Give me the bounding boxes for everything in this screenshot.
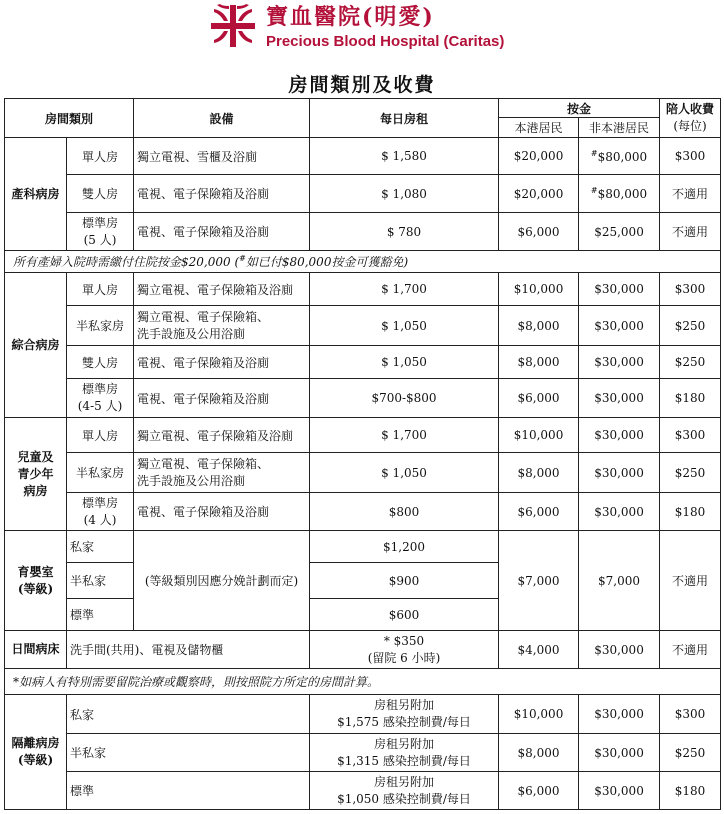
room-type: 單人房 xyxy=(67,138,134,175)
hospital-name-zh: 寶血醫院(明愛) xyxy=(266,4,435,30)
daily-rate: 房租另附加 $1,315 感染控制費/每日 xyxy=(310,734,499,772)
daily-rate: $900 xyxy=(310,563,499,599)
daily-rate: $ 1,700 xyxy=(310,273,499,306)
deposit-non-hk: $30,000 xyxy=(579,734,660,772)
room-type: 半私家 xyxy=(67,563,134,599)
table-row xyxy=(5,273,721,306)
facilities: 電視、電子保險箱及浴廁 xyxy=(134,175,310,213)
companion-fee: $300 xyxy=(660,418,721,453)
deposit-hk: $8,000 xyxy=(499,453,579,493)
col-deposit: 按金 xyxy=(499,99,660,118)
room-type: 標準 xyxy=(67,772,310,810)
deposit-hk: $20,000 xyxy=(499,175,579,213)
table-row xyxy=(5,772,721,810)
col-daily-rate: 每日房租 xyxy=(310,99,499,138)
daily-rate: * $350 (留院 6 小時) xyxy=(310,631,499,669)
deposit-non-hk: $30,000 xyxy=(579,772,660,810)
deposit-hk: $6,000 xyxy=(499,379,579,418)
room-type: 半私家房 xyxy=(67,306,134,346)
facilities: 電視、電子保險箱及浴廁 xyxy=(134,213,310,251)
page-header xyxy=(0,0,724,64)
table-row xyxy=(5,418,721,453)
companion-fee: $250 xyxy=(660,453,721,493)
col-companion-fee: 陪人收費 (每位) xyxy=(660,99,721,138)
deposit-non-hk: $30,000 xyxy=(579,418,660,453)
room-type: 雙人房 xyxy=(67,175,134,213)
companion-fee: 不適用 xyxy=(660,531,721,631)
deposit-hk: $8,000 xyxy=(499,734,579,772)
companion-fee: $250 xyxy=(660,306,721,346)
daily-rate: $ 1,080 xyxy=(310,175,499,213)
maternity-note: 所有產婦入院時需繳付住院按金$20,000 (#如已付$80,000按金可獲豁免) xyxy=(5,251,721,273)
deposit-non-hk: $30,000 xyxy=(579,346,660,379)
companion-fee: 不適用 xyxy=(660,631,721,669)
daily-rate: $800 xyxy=(310,493,499,531)
table-row xyxy=(5,453,721,493)
deposit-non-hk: $30,000 xyxy=(579,306,660,346)
daily-rate: $600 xyxy=(310,599,499,631)
page-title: 房間類別及收費 xyxy=(288,74,436,96)
deposit-non-hk: $30,000 xyxy=(579,493,660,531)
section-nursery: 育嬰室 (等級) xyxy=(5,531,67,631)
facilities: 獨立電視、電子保險箱、 洗手設施及公用浴廁 xyxy=(134,453,310,493)
companion-fee: 不適用 xyxy=(660,213,721,251)
companion-fee: $300 xyxy=(660,273,721,306)
facilities: 獨立電視、電子保險箱及浴廁 xyxy=(134,273,310,306)
section-day-bed: 日間病床 xyxy=(5,631,67,669)
companion-fee: $250 xyxy=(660,734,721,772)
col-room-type: 房間類別 xyxy=(5,99,134,138)
deposit-non-hk: $30,000 xyxy=(579,273,660,306)
table-row xyxy=(5,734,721,772)
room-type: 單人房 xyxy=(67,418,134,453)
room-type: 單人房 xyxy=(67,273,134,306)
day-bed-note: *如病人有特別需要留院治療或觀察時，則按照院方所定的房間計算。 xyxy=(5,669,721,695)
deposit-hk: $20,000 xyxy=(499,138,579,175)
maternity-note-row xyxy=(5,251,721,273)
room-type: 雙人房 xyxy=(67,346,134,379)
deposit-non-hk: $30,000 xyxy=(579,631,660,669)
deposit-non-hk: $25,000 xyxy=(579,213,660,251)
room-type: 半私家 xyxy=(67,734,310,772)
room-type: 半私家房 xyxy=(67,453,134,493)
deposit-non-hk: $7,000 xyxy=(579,531,660,631)
deposit-hk: $6,000 xyxy=(499,213,579,251)
companion-fee: $300 xyxy=(660,695,721,734)
section-general: 綜合病房 xyxy=(5,273,67,418)
daily-rate: $ 1,050 xyxy=(310,453,499,493)
daily-rate: $ 1,050 xyxy=(310,306,499,346)
table-row xyxy=(5,213,721,251)
deposit-hk: $10,000 xyxy=(499,273,579,306)
companion-fee: $180 xyxy=(660,493,721,531)
room-type: 標準 xyxy=(67,599,134,631)
deposit-hk: $8,000 xyxy=(499,306,579,346)
daily-rate: $ 1,580 xyxy=(310,138,499,175)
daily-rate: $ 1,700 xyxy=(310,418,499,453)
table-row xyxy=(5,138,721,175)
table-row xyxy=(5,531,721,563)
facilities: 電視、電子保險箱及浴廁 xyxy=(134,379,310,418)
table-row xyxy=(5,346,721,379)
companion-fee: 不適用 xyxy=(660,175,721,213)
section-maternity: 產科病房 xyxy=(5,138,67,251)
deposit-non-hk: $30,000 xyxy=(579,379,660,418)
deposit-hk: $10,000 xyxy=(499,418,579,453)
section-isolation: 隔離病房 (等級) xyxy=(5,695,67,810)
col-hk-resident: 本港居民 xyxy=(499,118,579,138)
table-row xyxy=(5,493,721,531)
facilities: 獨立電視、電子保險箱及浴廁 xyxy=(134,418,310,453)
companion-fee: $250 xyxy=(660,346,721,379)
daily-rate: $ 780 xyxy=(310,213,499,251)
table-row xyxy=(5,379,721,418)
table-row xyxy=(5,306,721,346)
room-type: 標準房 (4-5 人) xyxy=(67,379,134,418)
table-row xyxy=(5,631,721,669)
daily-rate: 房租另附加 $1,575 感染控制費/每日 xyxy=(310,695,499,734)
deposit-non-hk: $30,000 xyxy=(579,453,660,493)
deposit-non-hk: $30,000 xyxy=(579,695,660,734)
daily-rate: 房租另附加 $1,050 感染控制費/每日 xyxy=(310,772,499,810)
companion-fee: $180 xyxy=(660,772,721,810)
section-pediatric: 兒童及 青少年 病房 xyxy=(5,418,67,531)
col-facilities: 設備 xyxy=(134,99,310,138)
facilities: 洗手間(共用)、電視及儲物櫃 xyxy=(67,631,310,669)
deposit-hk: $8,000 xyxy=(499,346,579,379)
deposit-hk: $7,000 xyxy=(499,531,579,631)
companion-fee: $300 xyxy=(660,138,721,175)
deposit-hk: $4,000 xyxy=(499,631,579,669)
daily-rate: $ 1,050 xyxy=(310,346,499,379)
deposit-hk: $6,000 xyxy=(499,772,579,810)
facilities: 電視、電子保險箱及浴廁 xyxy=(134,493,310,531)
caritas-cross-logo xyxy=(208,3,258,49)
table-row xyxy=(5,175,721,213)
room-type: 標準房 (4 人) xyxy=(67,493,134,531)
deposit-non-hk: #$80,000 xyxy=(579,138,660,175)
room-type: 私家 xyxy=(67,695,310,734)
col-non-hk-resident: 非本港居民 xyxy=(579,118,660,138)
facilities: 獨立電視、電子保險箱、 洗手設施及公用浴廁 xyxy=(134,306,310,346)
facilities: 電視、電子保險箱及浴廁 xyxy=(134,346,310,379)
table-row xyxy=(5,695,721,734)
day-bed-note-row xyxy=(5,669,721,695)
room-type: 私家 xyxy=(67,531,134,563)
daily-rate: $700-$800 xyxy=(310,379,499,418)
facilities: 獨立電視、雪櫃及浴廁 xyxy=(134,138,310,175)
deposit-hk: $6,000 xyxy=(499,493,579,531)
room-fee-table xyxy=(4,98,721,810)
companion-fee: $180 xyxy=(660,379,721,418)
room-type: 標準房 (5 人) xyxy=(67,213,134,251)
daily-rate: $1,200 xyxy=(310,531,499,563)
facilities: (等級類別因應分娩計劃而定) xyxy=(134,531,310,631)
deposit-non-hk: #$80,000 xyxy=(579,175,660,213)
hospital-name-en: Precious Blood Hospital (Caritas) xyxy=(266,33,505,50)
table-header-row xyxy=(5,99,721,118)
deposit-hk: $10,000 xyxy=(499,695,579,734)
